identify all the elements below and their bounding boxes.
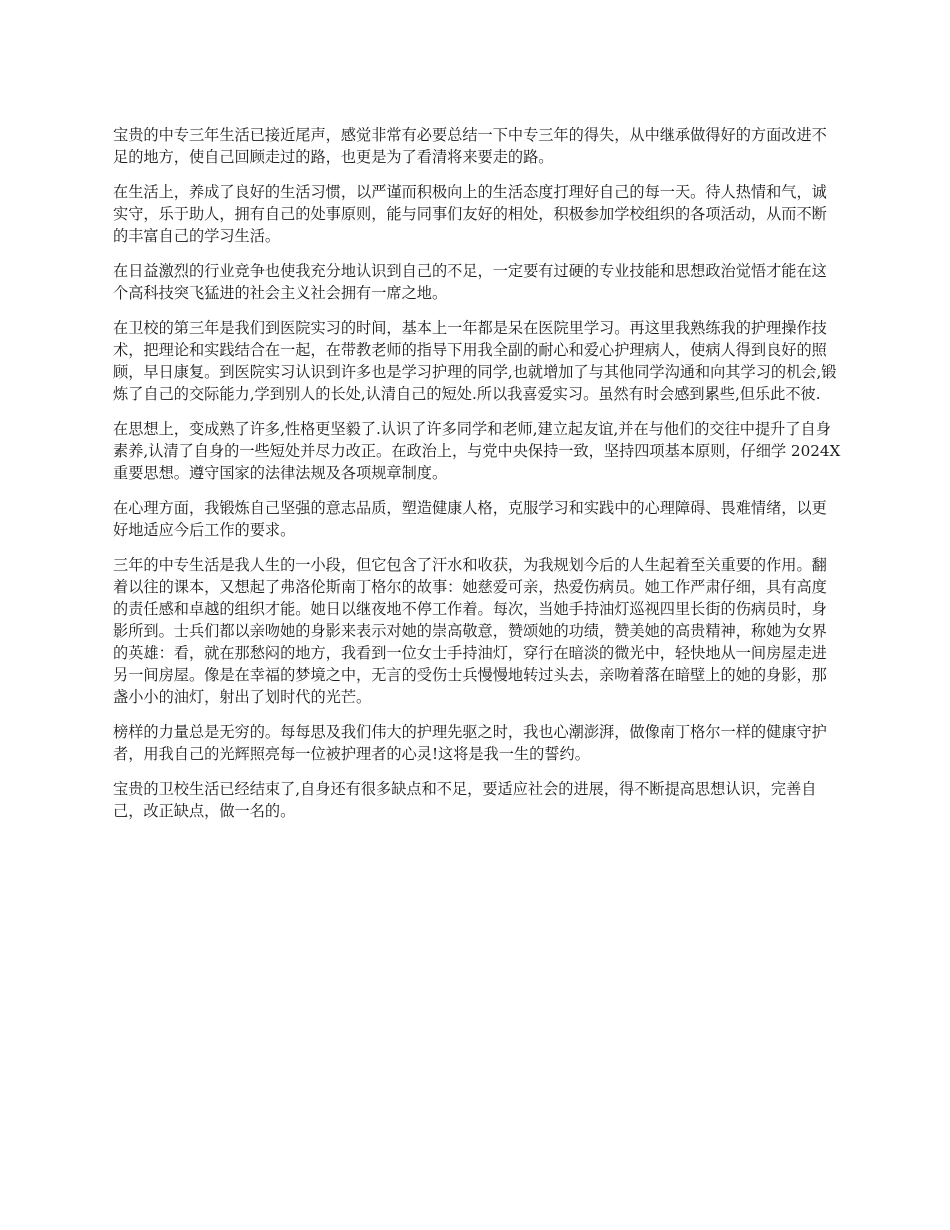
paragraph-6: 在心理方面，我锻炼自己坚强的意志品质，塑造健康人格，克服学习和实践中的心理障碍、畏难情绪，以更好地适应今后工作的要求。 <box>113 499 827 539</box>
document-body <box>113 124 841 835</box>
paragraph-3: 在日益激烈的行业竞争也使我充分地认识到自己的不足，一定要有过硬的专业技能和思想政治觉悟才能在这个高科技突飞猛进的社会主义社会拥有一席之地。 <box>113 262 827 302</box>
paragraph-1: 宝贵的中专三年生活已接近尾声，感觉非常有必要总结一下中专三年的得失，从中继承做得好的方面改进不足的地方，使自己回顾走过的路，也更是为了看清将来要走的路。 <box>113 126 827 166</box>
paragraph-7: 三年的中专生活是我人生的一小段，但它包含了汗水和收获，为我规划今后的人生起着至关重要的作用。翻着以往的课本，又想起了弗洛伦斯南丁格尔的故事：她慈爱可亲，热爱伤病员。她工作严肃仔细，具有高度的责任感和卓越的组织才能。她日以继夜地不停工作着。每次，当她手持油灯巡视四里长街的伤病员时，身影所到。士兵们都以亲吻她的身影来表示对她的崇高敬意，赞颂她的功绩，赞美她的高贵精神，称她为女界的英雄：看，就在那愁闷的地方，我看到一位女士手持油灯，穿行在暗淡的微光中，轻快地从一间房屋走进另一间房屋。像是在幸福的梦境之中，无言的受伤士兵慢慢地转过头去，亲吻着落在暗壁上的她的身影，那盏小小的油灯，射出了划时代的光芒。 <box>113 556 827 706</box>
paragraph-9: 宝贵的卫校生活已经结束了,自身还有很多缺点和不足，要适应社会的进展，得不断提高思想认识，完善自己，改正缺点，做一名的。 <box>113 780 817 820</box>
paragraph-2: 在生活上，养成了良好的生活习惯，以严谨而积极向上的生活态度打理好自己的每一天。待人热情和气，诚实守，乐于助人，拥有自己的处事原则，能与同事们友好的相处，积极参加学校组织的各项活动，从而不断的丰富自己的学习生活。 <box>113 183 827 245</box>
paragraph-4: 在卫校的第三年是我们到医院实习的时间，基本上一年都是呆在医院里学习。再这里我熟练我的护理操作技术，把理论和实践结合在一起，在带教老师的指导下用我全副的耐心和爱心护理病人，使病人得到良好的照顾，早日康复。到医院实习认识到许多也是学习护理的同学,也就增加了与其他同学沟通和向其学习的机会,锻炼了自己的交际能力,学到别人的长处,认清自己的短处.所以我喜爱实习。虽然有时会感到累些,但乐此不彼. <box>113 319 837 403</box>
paragraph-5: 在思想上，变成熟了许多,性格更坚毅了.认识了许多同学和老师,建立起友谊,并在与他们的交往中提升了自身素养,认清了自身的一些短处并尽力改正。在政治上，与党中央保持一致，坚持四项基本原则，仔细学 2024X 重要思想。遵守国家的法律法规及各项规章制度。 <box>113 420 841 482</box>
paragraph-8: 榜样的力量总是无穷的。每每思及我们伟大的护理先驱之时，我也心潮澎湃，做像南丁格尔一样的健康守护者，用我自己的光辉照亮每一位被护理者的心灵!这将是我一生的誓约。 <box>113 723 827 763</box>
